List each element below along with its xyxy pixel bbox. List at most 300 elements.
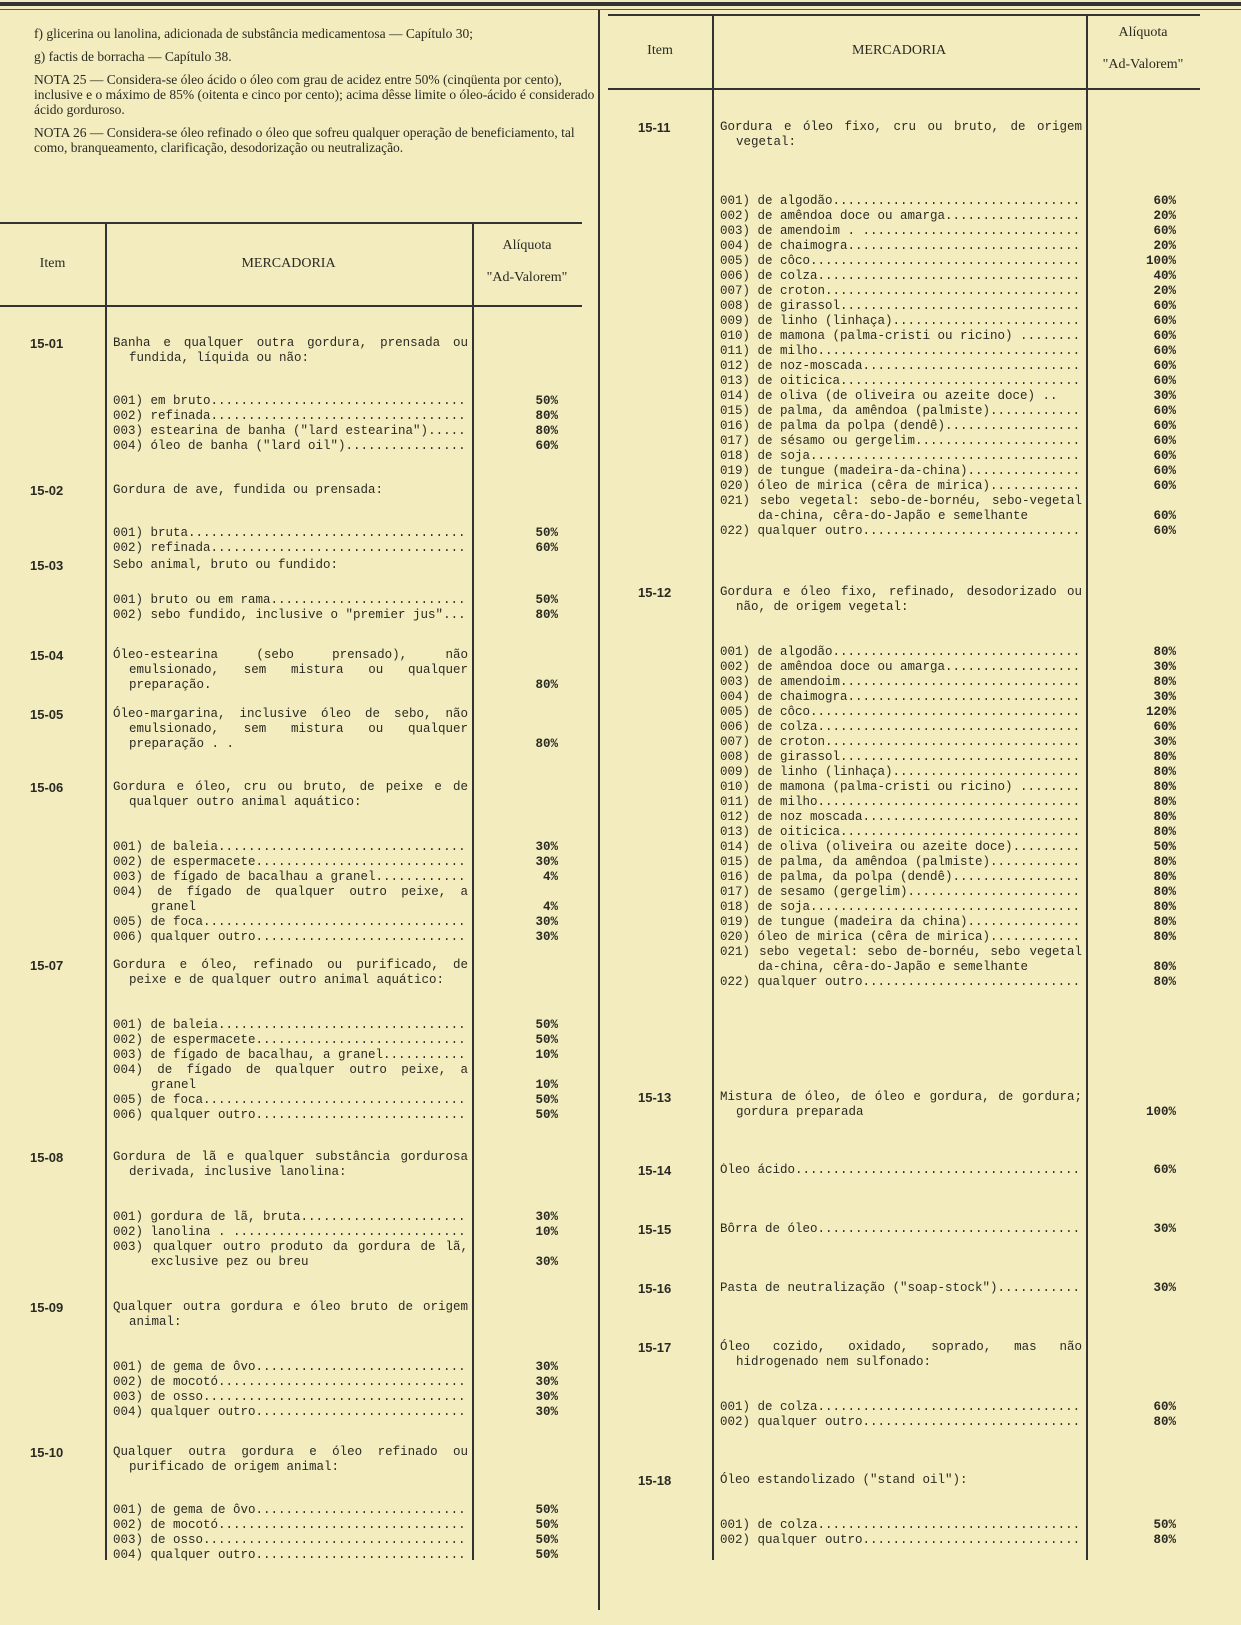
item-code: 15-02 <box>30 483 64 498</box>
subitem-text: 002) refinada <box>113 409 211 423</box>
dot-leader <box>818 720 1082 735</box>
subitem-label <box>113 1210 468 1225</box>
subitem-text: 006) de colza <box>720 269 818 283</box>
subitem-rate: 80% <box>1153 975 1176 989</box>
subitem-label <box>720 194 1082 209</box>
subitem-row <box>720 870 1082 885</box>
subitem-row <box>720 449 1082 464</box>
dot-leader <box>863 975 1082 990</box>
subitem-label <box>720 945 1082 975</box>
subitem-text: 005) de foca <box>113 1093 204 1107</box>
subitem-label <box>720 1415 1082 1430</box>
note-f: f) glicerina ou lanolina, adicionada de substância medicamentosa — Capítulo 30; <box>34 26 473 41</box>
subitem-label <box>720 780 1082 795</box>
subitem-row <box>113 885 468 915</box>
item-description <box>720 1281 1082 1296</box>
subitem-row <box>720 254 1082 269</box>
subitem-row <box>113 1018 468 1033</box>
subitem-text: 017) de sésamo ou gergelim <box>720 434 916 448</box>
dot-leader <box>1013 840 1082 855</box>
subitem-rate: 60% <box>1153 299 1176 313</box>
subitem-label <box>720 524 1082 539</box>
subitem-text: 018) de soja <box>720 449 811 463</box>
subitem-rate: 50% <box>1153 840 1176 854</box>
item-description-block <box>720 1340 1082 1430</box>
subitem-rate: 30% <box>535 1360 558 1374</box>
dot-leader <box>203 1093 468 1108</box>
item-description-block <box>720 1090 1082 1120</box>
left-column-divider-1 <box>105 222 107 1560</box>
subitem-text: 004) óleo de banha ("lard oil") <box>113 439 346 453</box>
dot-leader <box>203 915 468 930</box>
subitem-label <box>113 1225 468 1240</box>
subitem-text: 001) de baleia <box>113 1018 219 1032</box>
subitem-text: 014) de oliva (de oliveira ou azeite doce) .. <box>720 389 1058 403</box>
right-header-aliquota: Alíquota <box>1118 25 1168 40</box>
subitem-label <box>720 329 1082 344</box>
subitems-list <box>720 645 1082 990</box>
dot-leader <box>863 810 1082 825</box>
subitems-list <box>720 1400 1082 1430</box>
subitem-rate: 80% <box>1153 645 1176 659</box>
dot-leader <box>908 885 1082 900</box>
subitem-row <box>113 1108 468 1123</box>
subitem-row <box>720 675 1082 690</box>
dot-leader <box>990 479 1082 494</box>
subitem-rate: 20% <box>1153 239 1176 253</box>
right-table-header-rule <box>608 88 1200 90</box>
description-label <box>720 1222 1082 1237</box>
dot-leader <box>301 1210 468 1225</box>
subitem-text: 003) de osso <box>113 1533 204 1547</box>
item-rate: 30% <box>1153 1222 1176 1236</box>
subitem-label <box>113 1518 468 1533</box>
item-code: 15-12 <box>638 585 672 600</box>
subitem-rate: 80% <box>1153 750 1176 764</box>
dot-leader <box>346 439 468 454</box>
subitem-label <box>720 705 1082 720</box>
subitem-row <box>720 464 1082 479</box>
subitems-list <box>113 394 468 454</box>
subitem-rate: 60% <box>1153 720 1176 734</box>
dot-leader <box>848 690 1082 705</box>
subitem-rate: 60% <box>1153 509 1176 523</box>
subitem-label <box>113 840 468 855</box>
item-description: Qualquer outra gordura e óleo bruto de origem animal: <box>113 1300 468 1329</box>
description-text: Óleo ácido <box>720 1163 796 1177</box>
item-code: 15-17 <box>638 1340 672 1355</box>
subitem-label <box>113 855 468 870</box>
subitem-text: 001) em bruto <box>113 394 211 408</box>
item-description: Óleo estandolizado ("stand oil"): <box>720 1473 968 1487</box>
subitem-text: 001) bruto ou em rama <box>113 593 271 607</box>
item-code: 15-15 <box>638 1222 672 1237</box>
dot-leader <box>915 434 1082 449</box>
subitems-list <box>113 840 468 945</box>
dot-leader <box>271 593 468 608</box>
subitem-row <box>113 593 468 608</box>
description-text: Pasta de neutralização ("soap-stock") <box>720 1281 998 1295</box>
subitem-rate: 80% <box>1153 810 1176 824</box>
item-description-block <box>113 336 468 454</box>
subitems-list <box>720 1518 1082 1548</box>
subitem-text: 009) de linho (linhaça) <box>720 314 893 328</box>
subitem-label <box>720 660 1082 675</box>
subitems-list <box>113 1210 468 1270</box>
dot-leader <box>218 840 468 855</box>
item-code: 15-09 <box>30 1300 64 1315</box>
dot-leader <box>256 1360 468 1375</box>
item-code: 15-01 <box>30 336 64 351</box>
subitem-rate: 60% <box>1153 374 1176 388</box>
subitem-row <box>113 1063 468 1093</box>
subitem-rate: 50% <box>535 394 558 408</box>
dot-leader <box>256 855 468 870</box>
subitem-rate: 30% <box>535 855 558 869</box>
subitem-row <box>720 645 1082 660</box>
dot-leader <box>256 1033 468 1048</box>
subitem-row <box>720 1533 1082 1548</box>
dot-leader <box>810 449 1082 464</box>
subitem-text: 002) sebo fundido, inclusive o "premier jus" <box>113 608 444 622</box>
subitem-text: 002) lanolina . . <box>113 1225 241 1239</box>
subitem-label <box>720 344 1082 359</box>
subitem-row <box>113 1375 468 1390</box>
subitem-text: 001) de gema de ôvo <box>113 1360 256 1374</box>
subitem-label <box>720 419 1082 434</box>
subitem-text: 001) de colza <box>720 1400 818 1414</box>
item-rate: 60% <box>1153 1163 1176 1177</box>
dot-leader <box>256 1548 468 1563</box>
subitem-rate: 60% <box>1153 449 1176 463</box>
subitem-text: 020) óleo de mirica (cêra de mirica) <box>720 479 991 493</box>
item-rate: 80% <box>535 737 558 751</box>
subitem-rate: 50% <box>535 1548 558 1562</box>
subitem-rate: 50% <box>535 1018 558 1032</box>
item-description: Óleo-estearina (sebo prensado), não emulsionado, sem mistura ou qualquer preparação. <box>113 648 468 692</box>
subitem-label <box>720 645 1082 660</box>
dot-leader <box>795 1163 1082 1178</box>
center-divider <box>598 10 600 1610</box>
nota-25: NOTA 25 — Considera-se óleo ácido o óleo com grau de acidez entre 50% (cinqüenta por cento), inclusive e o máximo de 85% (oitenta e cinco por cento); acima dêsse limite o óleo-ácido é considerado ácido gorduroso. <box>34 72 595 117</box>
subitem-row <box>720 374 1082 389</box>
subitem-row <box>720 735 1082 750</box>
subitem-text: 012) de noz moscada <box>720 810 863 824</box>
item-description <box>720 1163 1082 1178</box>
subitem-text: 002) qualquer outro <box>720 1533 863 1547</box>
item-code: 15-16 <box>638 1281 672 1296</box>
subitem-text: 021) sebo vegetal: sebo-de-bornéu, sebo-vegetal da-china, cêra-do-Japão e semelhante <box>720 494 1082 523</box>
item-description: Mistura de óleo, de óleo e gordura, de gordura; gordura preparada <box>720 1090 1082 1119</box>
subitem-row <box>720 224 1082 239</box>
subitem-label <box>720 374 1082 389</box>
item-description: Óleo-margarina, inclusive óleo de sebo, não emulsionado, sem mistura ou qualquer preparação . . <box>113 707 468 751</box>
subitem-rate: 30% <box>1153 389 1176 403</box>
dot-leader <box>818 795 1082 810</box>
item-description-block <box>113 780 468 945</box>
subitem-row <box>720 524 1082 539</box>
subitem-rate: 60% <box>1153 524 1176 538</box>
subitem-label <box>720 810 1082 825</box>
dot-leader <box>256 1108 468 1123</box>
subitem-rate: 30% <box>535 915 558 929</box>
subitem-text: 020) óleo de mirica (cêra de mirica) <box>720 930 991 944</box>
subitem-rate: 50% <box>535 1533 558 1547</box>
subitem-rate: 60% <box>1153 1400 1176 1414</box>
dot-leader <box>211 394 468 409</box>
subitem-row <box>113 1503 468 1518</box>
item-rate: 30% <box>1153 1281 1176 1295</box>
subitem-text: 019) de tungue (madeira-da-china) <box>720 464 968 478</box>
subitem-label <box>113 1360 468 1375</box>
subitem-row <box>113 1093 468 1108</box>
subitem-row <box>720 705 1082 720</box>
subitem-row <box>113 409 468 424</box>
subitem-text: 018) de soja <box>720 900 811 914</box>
dot-leader <box>1035 780 1082 795</box>
dot-leader <box>863 1415 1082 1430</box>
top-rule-thin <box>0 9 1241 10</box>
subitem-row <box>720 840 1082 855</box>
item-code: 15-07 <box>30 958 64 973</box>
subitem-label <box>113 870 468 885</box>
subitem-rate: 80% <box>535 608 558 622</box>
item-description-block <box>113 648 468 693</box>
subitem-row <box>720 855 1082 870</box>
subitem-label <box>113 1240 468 1270</box>
subitem-row <box>720 419 1082 434</box>
subitem-row <box>720 284 1082 299</box>
item-description-block <box>720 1222 1082 1237</box>
subitem-label <box>720 720 1082 735</box>
subitem-row <box>113 1033 468 1048</box>
subitem-rate: 50% <box>535 526 558 540</box>
subitem-label <box>720 434 1082 449</box>
dot-leader <box>953 870 1082 885</box>
left-header-item: Item <box>39 255 66 271</box>
dot-leader <box>893 765 1082 780</box>
dot-leader <box>383 1048 468 1063</box>
subitem-row <box>113 1210 468 1225</box>
item-description-block <box>113 1300 468 1420</box>
subitem-rate: 80% <box>1153 1415 1176 1429</box>
subitem-row <box>720 945 1082 975</box>
subitem-text: 010) de mamona (palma-cristi ou ricino) . <box>720 329 1028 343</box>
subitem-row <box>113 439 468 454</box>
subitem-row <box>113 870 468 885</box>
item-code: 15-04 <box>30 648 64 663</box>
subitem-label <box>113 1405 468 1420</box>
item-description: Óleo cozido, oxidado, soprado, mas não hidrogenado nem sulfonado: <box>720 1340 1082 1369</box>
subitem-label <box>720 404 1082 419</box>
left-header-aliquota: Alíquota <box>502 237 552 253</box>
subitem-row <box>720 329 1082 344</box>
dot-leader <box>990 404 1082 419</box>
subitem-row <box>113 541 468 556</box>
left-table-top-rule <box>0 222 582 224</box>
subitem-rate: 30% <box>535 1390 558 1404</box>
subitem-text: 005) de côco <box>720 705 811 719</box>
subitem-row <box>720 1415 1082 1430</box>
subitem-row <box>720 389 1082 404</box>
subitem-row <box>113 424 468 439</box>
subitem-label <box>113 1503 468 1518</box>
subitem-label <box>113 541 468 556</box>
left-table-header-rule <box>0 305 582 307</box>
subitem-text: 002) de amêndoa doce ou amarga <box>720 209 946 223</box>
subitem-rate: 60% <box>1153 404 1176 418</box>
subitem-rate: 40% <box>1153 269 1176 283</box>
subitem-text: 016) de palma, da polpa (dendê) <box>720 870 953 884</box>
subitem-label <box>113 526 468 541</box>
subitem-rate: 50% <box>535 593 558 607</box>
subitem-label <box>720 900 1082 915</box>
subitem-row <box>720 720 1082 735</box>
subitem-label <box>720 314 1082 329</box>
subitem-label <box>113 1033 468 1048</box>
subitem-row <box>113 1533 468 1548</box>
dot-leader <box>376 870 468 885</box>
subitem-label <box>720 825 1082 840</box>
subitem-rate: 80% <box>1153 870 1176 884</box>
item-rate: 100% <box>1145 1105 1176 1119</box>
subitem-row <box>720 750 1082 765</box>
item-description-block <box>720 120 1082 539</box>
subitem-text: 002) qualquer outro <box>720 1415 863 1429</box>
subitem-rate: 30% <box>535 1405 558 1419</box>
dot-leader <box>968 464 1082 479</box>
dot-leader <box>818 1518 1082 1533</box>
subitem-text: 007) de croton <box>720 735 826 749</box>
subitem-rate: 80% <box>1153 900 1176 914</box>
subitem-row <box>720 1400 1082 1415</box>
subitem-label <box>720 1518 1082 1533</box>
subitem-rate: 50% <box>535 1033 558 1047</box>
item-code: 15-05 <box>30 707 64 722</box>
item-description: Gordura e óleo fixo, refinado, desodorizado ou não, de origem vegetal: <box>720 585 1082 614</box>
subitem-row <box>720 314 1082 329</box>
subitem-row <box>720 825 1082 840</box>
subitem-label <box>720 750 1082 765</box>
subitem-label <box>720 885 1082 900</box>
subitem-label <box>720 494 1082 524</box>
subitem-row <box>720 479 1082 494</box>
subitem-text: 002) de espermacete <box>113 1033 256 1047</box>
subitem-rate: 30% <box>1153 690 1176 704</box>
subitem-label <box>720 239 1082 254</box>
item-description-block <box>113 483 468 556</box>
dot-leader <box>825 284 1082 299</box>
dot-leader <box>945 419 1082 434</box>
subitem-text: 014) de oliva (oliveira ou azeite doce) <box>720 840 1013 854</box>
dot-leader <box>211 409 468 424</box>
item-description-block <box>113 707 468 752</box>
item-code: 15-06 <box>30 780 64 795</box>
subitem-label <box>720 359 1082 374</box>
subitem-text: 002) refinada <box>113 541 211 555</box>
subitem-label <box>720 930 1082 945</box>
subitem-label <box>720 1400 1082 1415</box>
subitem-label <box>720 299 1082 314</box>
subitem-label <box>720 675 1082 690</box>
subitem-label <box>113 1390 468 1405</box>
subitem-row <box>113 915 468 930</box>
subitem-text: 001) de algodão <box>720 645 833 659</box>
item-description-block <box>113 1445 468 1563</box>
dot-leader <box>818 1400 1082 1415</box>
subitem-label <box>113 593 468 608</box>
subitem-rate: 80% <box>1153 960 1176 974</box>
subitem-row <box>720 975 1082 990</box>
subitem-rate: 80% <box>1153 795 1176 809</box>
dot-leader <box>945 660 1082 675</box>
item-description: Qualquer outra gordura e óleo refinado ou purificado de origem animal: <box>113 1445 468 1474</box>
subitem-text: 008) de girassol <box>720 750 841 764</box>
subitem-rate: 60% <box>1153 194 1176 208</box>
subitem-text: 003) de amendoim <box>720 675 841 689</box>
subitem-rate: 10% <box>535 1078 558 1092</box>
subitem-text: 013) de oiticica <box>720 825 841 839</box>
subitem-text: 010) de mamona (palma-cristi ou ricino) .. <box>720 780 1036 794</box>
subitem-rate: 60% <box>1153 314 1176 328</box>
description-label <box>720 1281 1082 1296</box>
subitem-row <box>720 299 1082 314</box>
subitem-text: 002) de mocotó <box>113 1518 219 1532</box>
dot-leader <box>443 608 468 623</box>
subitem-label <box>720 975 1082 990</box>
dot-leader <box>945 209 1082 224</box>
subitem-text: 003) de amendoim . . <box>720 224 871 238</box>
subitem-text: 002) de amêndoa doce ou amarga <box>720 660 946 674</box>
item-code: 15-08 <box>30 1150 64 1165</box>
dot-leader <box>256 1503 468 1518</box>
item-code: 15-13 <box>638 1090 672 1105</box>
dot-leader <box>833 645 1082 660</box>
item-description-block <box>720 1163 1082 1178</box>
subitem-label <box>720 855 1082 870</box>
subitem-text: 021) sebo vegetal: sebo de-bornéu, sebo vegetal da-china, cêra-do-Japão e semelhante <box>720 945 1082 974</box>
subitem-text: 019) de tungue (madeira da china) <box>720 915 968 929</box>
subitem-label <box>113 439 468 454</box>
subitem-rate: 80% <box>1153 765 1176 779</box>
dot-leader <box>818 1222 1082 1237</box>
subitem-rate: 60% <box>1153 329 1176 343</box>
subitems-list <box>113 1503 468 1563</box>
subitem-text: 001) de colza <box>720 1518 818 1532</box>
dot-leader <box>256 1405 468 1420</box>
dot-leader <box>810 900 1082 915</box>
subitem-label <box>113 1093 468 1108</box>
item-code: 15-10 <box>30 1445 64 1460</box>
subitem-row <box>720 209 1082 224</box>
dot-leader <box>203 1390 468 1405</box>
subitem-text: 013) de oiticica <box>720 374 841 388</box>
dot-leader <box>968 915 1082 930</box>
subitem-text: 022) qualquer outro <box>720 975 863 989</box>
dot-leader <box>840 825 1082 840</box>
right-table-top-rule <box>608 14 1200 16</box>
subitem-rate: 80% <box>1153 855 1176 869</box>
dot-leader <box>833 194 1082 209</box>
dot-leader <box>840 675 1082 690</box>
item-description-block <box>113 558 468 623</box>
subitem-row <box>720 344 1082 359</box>
subitem-text: 001) gordura de lã, bruta <box>113 1210 301 1224</box>
subitem-row <box>113 608 468 623</box>
subitem-rate: 30% <box>535 1375 558 1389</box>
subitem-row <box>720 930 1082 945</box>
subitem-text: 004) qualquer outro <box>113 1548 256 1562</box>
